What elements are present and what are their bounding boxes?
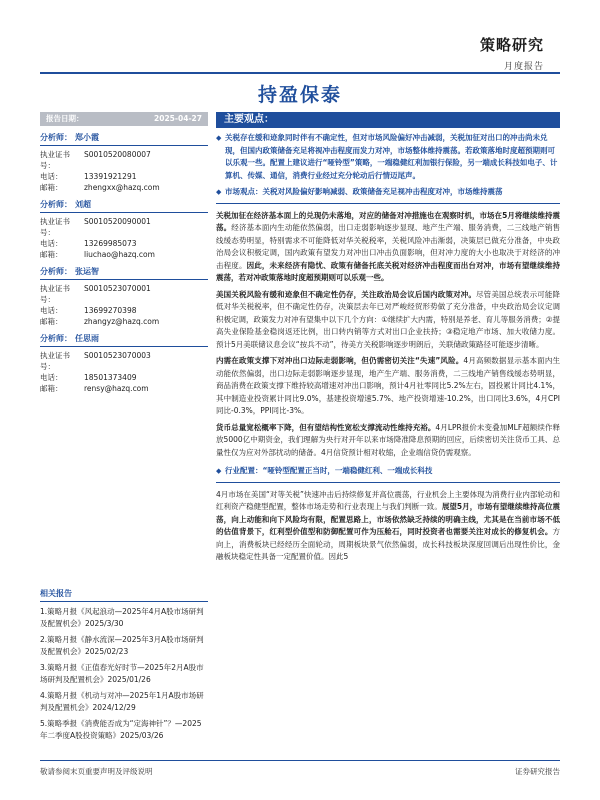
cert-label: 执业证书号： (40, 284, 70, 304)
analyst-cert (40, 149, 208, 171)
cert-value: S0010523070001 (84, 284, 151, 293)
industry-heading: 行业配置：“哑铃型配置正当时，一端稳健红利、一端成长科技 (225, 466, 433, 475)
mail-link[interactable]: zhangyz@hazq.com (84, 317, 160, 326)
report-type-block (480, 34, 544, 72)
footer-divider (40, 760, 560, 761)
paragraph (216, 422, 560, 460)
tel-label: 电话： (40, 373, 63, 382)
analyst-mail (40, 316, 208, 327)
mail-label: 邮箱： (40, 250, 63, 259)
cert-label: 执业证书号： (40, 217, 70, 237)
mail-link[interactable]: zhengxx@hazq.com (84, 183, 160, 192)
paragraph-body: 4月高频数据显示基本面内生动能依然偏弱，出口边际走弱影响逐步显现，地产生产端、服务消费，二三线地产销售线缓态势明显，商品消费在政策支撑下维持较高增速对冲出口影响，预计4月社零同比5.2%左右，固投累计同比4.1%，其中制造业投资累计同比9.0%，基建投资增速5.7%、地产投资增速-10.2%，出口同比3.6%，4月CPI同比-0.3%，PPI同比-3%。 (216, 356, 560, 415)
analyst-name: 刘超 (75, 200, 91, 209)
tel-label: 电话： (40, 172, 63, 181)
tel-label: 电话： (40, 239, 63, 248)
analyst-heading (40, 132, 208, 146)
analyst-mail (40, 182, 208, 193)
analyst-mail (40, 383, 208, 394)
summary-bullet (216, 132, 560, 182)
paragraph-lead: 内需在政策支撑下对冲出口边际走弱影响，但仍需密切关注“失速”风险。 (216, 356, 464, 365)
paragraph (216, 210, 560, 285)
analyst-heading (40, 199, 208, 213)
analyst-card (40, 199, 208, 260)
analyst-tel (40, 372, 208, 383)
paragraph (216, 489, 560, 564)
analyst-role: 分析师： (40, 133, 72, 142)
related-report-link[interactable]: 3.策略月报《正值春光好时节—2025年2月A股市场研判及配置机会》2025/01/26 (40, 663, 204, 684)
analyst-tel (40, 171, 208, 182)
page-title: 持盈保泰 (257, 84, 342, 106)
disclaimer-note[interactable]: 敬请参阅末页重要声明及评级说明 (40, 767, 153, 776)
summary-bullet (216, 465, 560, 478)
analyst-tel (40, 238, 208, 249)
section-divider (216, 203, 560, 204)
paragraph (216, 355, 560, 418)
report-type: 策略研究 (479, 36, 544, 54)
cert-label: 执业证书号： (40, 351, 70, 371)
body-text (216, 210, 560, 460)
analyst-card (40, 266, 208, 327)
industry-section (216, 465, 560, 478)
analyst-heading (40, 266, 208, 280)
viewpoint-heading: 主要观点： (216, 112, 560, 128)
bullet-icon: ◆ (216, 467, 222, 475)
analyst-cert (40, 216, 208, 238)
analyst-tel (40, 305, 208, 316)
analyst-cert (40, 350, 208, 372)
analyst-name: 郑小霞 (75, 133, 99, 142)
analyst-heading (40, 333, 208, 347)
related-report-link[interactable]: 4.策略月报《机动与对冲—2025年1月A股市场研判及配置机会》2024/12/29 (40, 691, 204, 712)
sidebar (40, 112, 208, 394)
analyst-role: 分析师： (40, 200, 72, 209)
tel-value: 18501373409 (84, 373, 137, 382)
tel-value: 13391921291 (84, 172, 137, 181)
related-report-link[interactable]: 2.策略月报《静水流深—2025年3月A股市场研判及配置机会》2025/02/23 (40, 635, 204, 656)
bullet-icon: ◆ (216, 134, 222, 142)
paragraph-lead: 关税加征在经济基本面上的兑现仍未落地，对应的储备对冲措施也在观察时机，市场在5月将继续维持震荡。 (216, 210, 560, 232)
summary-text: 关税存在缓和迹象同时伴有不确定性，但对市场风险偏好冲击减弱，关税加征对出口的冲击尚未兑现，但国内政策储备充足将视冲击程度而发力对冲，市场整体维持震荡。若政策落地时度超预期则可以乐观一些。配置上建议进行“哑铃型”策略，一端稳健红利加银行保险，另一端成长科技如电子、计算机、传媒、通信，消费行业经过充分轮动后行情迈尾声。 (225, 133, 558, 180)
analyst-role: 分析师： (40, 267, 72, 276)
analyst-role: 分析师： (40, 334, 72, 343)
top-divider (40, 72, 560, 74)
analyst-card (40, 132, 208, 193)
cert-label: 执业证书号： (40, 150, 70, 170)
paragraph-lead: 货币总量宽松概率下降，但有望结构性宽松支撑流动性维持充裕。 (216, 422, 436, 432)
bullet-icon: ◆ (216, 188, 222, 196)
tel-value: 13269985073 (84, 239, 137, 248)
mail-link[interactable]: rensy@hazq.com (84, 384, 149, 393)
tel-value: 13699270398 (84, 306, 137, 315)
cert-value: S0010520080007 (84, 150, 151, 159)
summary (216, 132, 560, 199)
report-date-bar (40, 112, 208, 126)
paragraph-body: 尽管美国总统表示可能降低对华关税税率，但不确定性仍存，决策层去年已对严峻经贸形势做了充分准备，中央政治局会议定调积极定调，政策发力对冲有望集中以下几个方向：①继续扩大内需，特别是养老、育儿等服务消费；②提高失业保险基金稳岗返还比例，出口转内销等方式对出口企业扶持；③稳定地产市场、加大收储力度。预计5月美联储议息会议“按兵不动”，待美方关税影响逐步明朗后，关联储政策路径可能逐步清晰。 (216, 289, 561, 349)
mail-label: 邮箱： (40, 183, 63, 192)
paragraph-lead: 美国关税风险有缓和迹象但不确定性仍存，关注政治局会议后国内政策对冲。 (216, 289, 477, 299)
related-report-link[interactable]: 5.策略季报《消费能否成为“定海神针”？—2025年二季度A股投资策略》2025/03/26 (40, 719, 202, 740)
paragraph-body: 4月LPR报价未变叠加MLF超额续作释放5000亿中期资金，我们理解为央行对开年以来市场降准降息预期的回应，后续密切关注货币工具、总量性仅为应对外部扰动的储备。4月信贷预计相对收缩，企业端信贷仍需观察。 (216, 422, 560, 457)
mail-link[interactable]: liuchao@hazq.com (84, 250, 155, 259)
cert-value: S0010520090001 (84, 217, 151, 226)
paragraph-body: 经济基本面内生动能依然偏弱，出口走弱影响逐步显现、地产生产端、服务消费，二三线地产销售线缓态势明显，特别需求不可能降低对华关税税率，关税风险冲击渐弱，决策层已做充分准备，中央政治局会议积极定调，国内政策有望发力对冲出口冲击负面影响，但对冲力度的大小也取决于对经济的冲击程度。 (216, 223, 560, 270)
paragraph-body: 方向上，消费板块已经经历全面轮动，周期板块景气依然偏弱，成长科技板块深度回调后出现性价比，金融板块稳定性具备一定配置价值。因此5 (216, 527, 560, 561)
footer-label: 证券研究报告 (515, 767, 560, 776)
paragraph-body: 4月市场在美国“对等关税”快速冲击后持续修复并高位震荡，行业机会上主要体现为消费行业内部轮动和红利资产稳健型配置，整体市场走势和行业表现上与我们判断一致。 (216, 489, 560, 511)
summary-bullet (216, 186, 560, 199)
paragraph-lead: 展望5月，市场有望继续维持高位震荡，向上动能和向下风险均有限，配置思路上，市场依然缺乏持续的明确主线，尤其是在当前市场不低的估值背景下，红利型价值型和防御配置可作为压舱石，同时投资者也需要关注对成长的修复机会。 (216, 502, 561, 536)
analyst-name: 任思雨 (75, 334, 99, 343)
analyst-card (40, 333, 208, 394)
main-content (216, 112, 560, 564)
paragraph-conclusion: 因此，未来经济有隐忧、政策有储备托底关税对经济冲击程度而出台对冲，市场有望继续维持震荡，若对冲政策落地时度超预期则可以乐观一些。 (216, 260, 561, 282)
tel-label: 电话： (40, 306, 63, 315)
report-date-label: 报告日期： (46, 114, 84, 123)
section-divider (216, 482, 560, 483)
analyst-cert (40, 283, 208, 305)
cert-value: S0010523070003 (84, 351, 151, 360)
market-view-heading: 市场观点：关税对风险偏好影响减弱、政策储备充足视冲击程度对冲，市场维持震荡 (225, 187, 503, 196)
paragraph (216, 289, 560, 352)
analyst-mail (40, 249, 208, 260)
related-reports-heading: 相关报告 (40, 588, 208, 602)
analyst-name: 张运智 (75, 267, 99, 276)
mail-label: 邮箱： (40, 384, 63, 393)
report-date-value: 2025-04-27 (154, 114, 202, 123)
report-subtype: 月度报告 (503, 62, 544, 72)
body-text (216, 489, 560, 564)
related-report-link[interactable]: 1.策略月报《风起浪动—2025年4月A股市场研判及配置机会》2025/3/30 (40, 607, 204, 628)
related-reports (40, 588, 208, 746)
mail-label: 邮箱： (40, 317, 63, 326)
